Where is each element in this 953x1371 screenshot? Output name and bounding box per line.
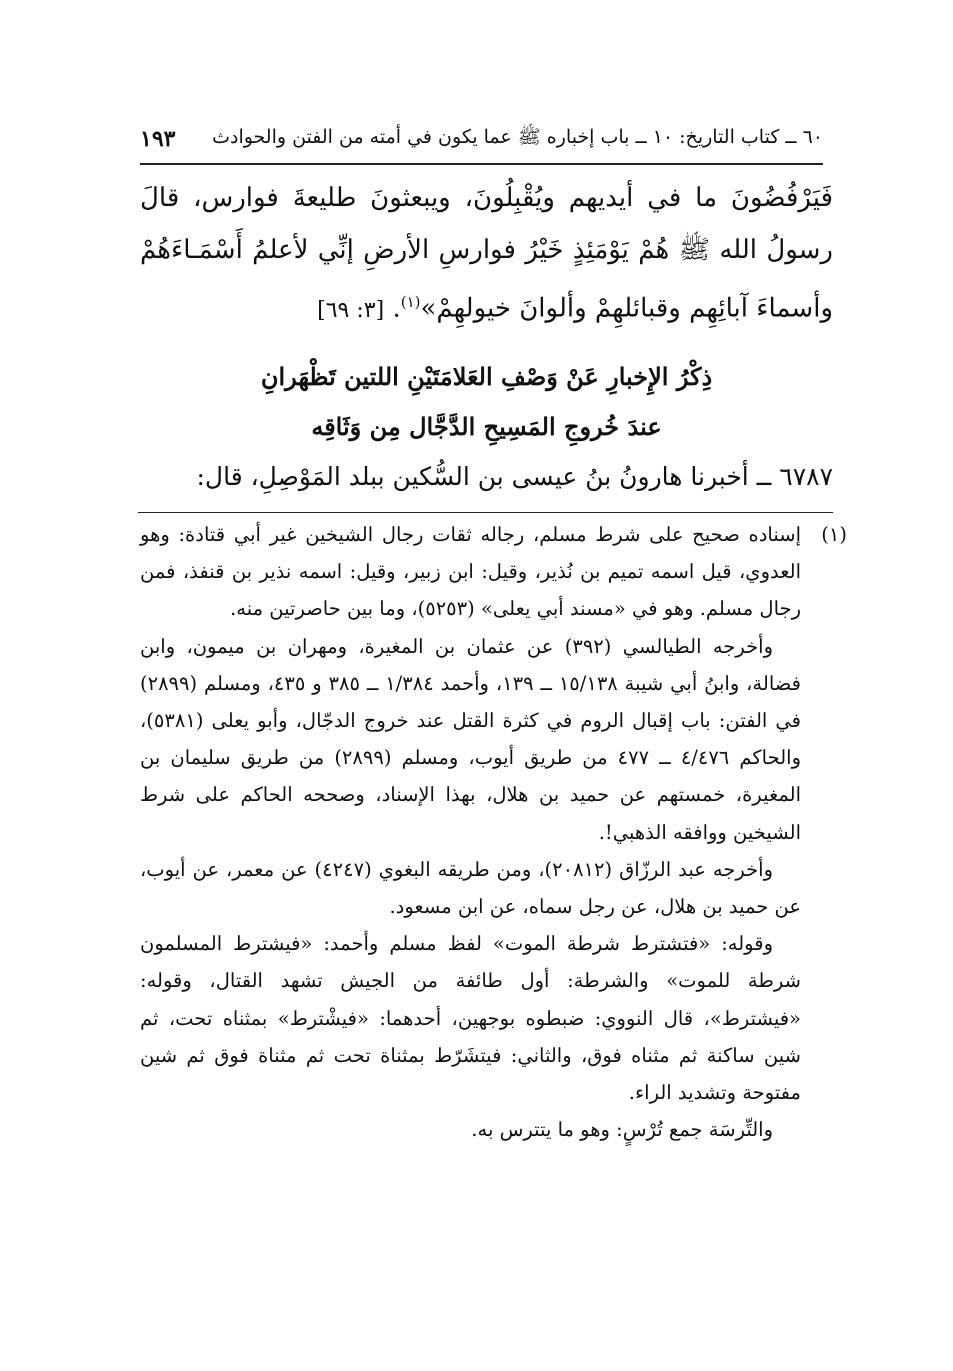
hadith-opening bbox=[140, 452, 833, 502]
heading-line-1: ذِكْرُ الإِخبارِ عَنْ وَصْفِ العَلامَتَيْنِ اللتين تَظْهَرانِ bbox=[260, 362, 713, 391]
footnote-marker: (١) bbox=[400, 293, 421, 311]
running-header bbox=[140, 122, 823, 156]
main-text bbox=[140, 172, 833, 337]
reference-tag: [٣: ٦٩] bbox=[317, 297, 385, 323]
footnote-number: (١) bbox=[821, 523, 847, 546]
page-number: ١٩٣ bbox=[140, 126, 176, 152]
hadith-text: ٦٧٨٧ ــ أخبرنا هارونُ بنُ عيسى بن السُّكين ببلد المَوْصِلِ، قال: bbox=[196, 462, 833, 491]
footnote-paragraph: إسناده صحيح على شرط مسلم، رجاله ثقات رجال الشيخين غير أبي قتادة: وهو العدوي، قيل اسمه تميم بن نُذير، وقيل: ابن زبير، وقيل: اسمه نذير بن قنفذ، فمن رجال مسلم. وهو في «مسند أبي يعلى» (٥٢٥٣)، وما بين حاصرتين منه. bbox=[140, 523, 801, 621]
footnote-paragraph: وقوله: «فتشترط شرطة الموت» لفظ مسلم وأحمد: «فيشترط المسلمون شرطة للموت» والشرطة: أول طائفة من الجيش تشهد القتال، وقوله: «فيشترط»، قال النووي: ضبطوه بوجهين، أحدهما: «فيشْترط» بمثناه تحت، ثم شين ساكنة ثم مثناه فوق، والثاني: فيتشَرّط بمثناة تحت ثم مثناة فوق ثم شين مفتوحة وتشديد الراء. bbox=[140, 932, 801, 1105]
main-text-end: . bbox=[392, 293, 401, 324]
footnote-body bbox=[140, 516, 801, 1148]
main-text-body: فَيَرْفُضُونَ ما في أيديهم ويُقْبِلُونَ، ويبعثونَ طليعةَ فوارس، قالَ رسولُ الله ﷺ هُمْ يَوْمَئِذٍ خَيْرُ فوارسِ الأرضِ إنِّي لأعلمُ أَسْمَـاءَهُمْ وأسماءَ آبائِهِم وقبائلهِمْ وألوانَ خيولهِمْ» bbox=[140, 183, 833, 324]
footnote-rule bbox=[138, 512, 833, 513]
heading-line-2: عندَ خُروجِ المَسِيحِ الدَّجَّال مِن وَثَاقِه bbox=[311, 412, 662, 441]
section-heading bbox=[140, 352, 833, 452]
footnote-1 bbox=[140, 516, 847, 1148]
footnotes bbox=[140, 516, 847, 1148]
footnote-paragraph: والتِّرسَة جمع تُرْسٍ: وهو ما يتترس به. bbox=[471, 1118, 773, 1142]
footnote-paragraph: وأخرجه الطيالسي (٣٩٢) عن عثمان بن المغيرة، ومهران بن ميمون، وابن فضالة، وابنُ أبي شيبة ١٥/١٣٨ ــ ١٣٩، وأحمد ١/٣٨٤ ــ ٣٨٥ و ٤٣٥، ومسلم (٢٨٩٩) في الفتن: باب إقبال الروم في كثرة القتل عند خروج الدجّال، وأبو يعلى (٥٣٨١)، والحاكم ٤/٤٧٦ ــ ٤٧٧ من طريق أيوب، ومسلم (٢٨٩٩) من طريق سليمان بن المغيرة، خمستهم عن حميد بن هلال، بهذا الإسناد، وصححه الحاكم على شرط الشيخين ووافقه الذهبي!. bbox=[140, 634, 801, 844]
header-title: ٦٠ ــ كتاب التاريخ: ١٠ ــ باب إخباره ﷺ عما يكون في أمته من الفتن والحوادث bbox=[212, 126, 823, 148]
header-rule bbox=[140, 163, 823, 165]
footnote-paragraph: وأخرجه عبد الرزّاق (٢٠٨١٢)، ومن طريقه البغوي (٤٢٤٧) عن معمر، عن أيوب، عن حميد بن هلال، عن رجل سماه، عن ابن مسعود. bbox=[140, 857, 801, 919]
